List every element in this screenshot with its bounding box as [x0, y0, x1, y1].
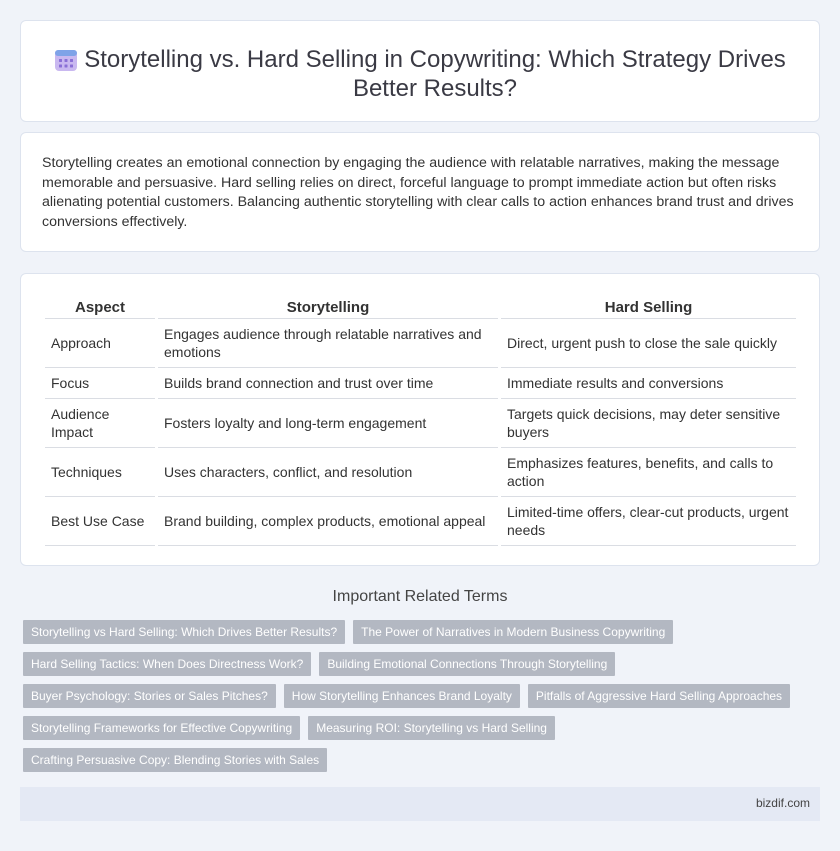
summary-card	[20, 132, 820, 252]
table-row	[45, 497, 796, 546]
table-row	[45, 448, 796, 497]
table-row	[45, 368, 796, 399]
table-cell: Approach	[45, 319, 155, 368]
table-cell: Brand building, complex products, emotional appeal	[158, 497, 498, 546]
comparison-table	[42, 294, 799, 546]
related-terms-heading: Important Related Terms	[332, 588, 508, 605]
summary-text: Storytelling creates an emotional connection by engaging the audience with relatable narratives, making the message memorable and persuasive. Hard selling relies on direct, forceful language to prompt immediate action but often risks alienating potential customers. Balancing authentic storytelling with clear calls to action enhances brand trust and drives conversions effectively.	[42, 155, 794, 230]
table-cell: Best Use Case	[45, 497, 155, 546]
table-row	[45, 399, 796, 448]
related-term-link[interactable]: The Power of Narratives in Modern Business Copywriting	[353, 620, 673, 644]
table-cell: Uses characters, conflict, and resolution	[158, 448, 498, 497]
table-row	[45, 319, 796, 368]
table-cell: Direct, urgent push to close the sale quickly	[501, 319, 796, 368]
table-cell: Focus	[45, 368, 155, 399]
table-header-hard-selling: Hard Selling	[501, 294, 796, 319]
related-term-link[interactable]: How Storytelling Enhances Brand Loyalty	[284, 684, 520, 708]
table-cell: Fosters loyalty and long-term engagement	[158, 399, 498, 448]
table-cell: Builds brand connection and trust over time	[158, 368, 498, 399]
table-cell: Targets quick decisions, may deter sensitive buyers	[501, 399, 796, 448]
related-term-link[interactable]: Storytelling Frameworks for Effective Copywriting	[23, 716, 300, 740]
footer-site-link[interactable]: bizdif.com	[755, 796, 810, 810]
table-cell: Techniques	[45, 448, 155, 497]
related-term-link[interactable]: Crafting Persuasive Copy: Blending Stories with Sales	[23, 748, 327, 772]
page-title: Storytelling vs. Hard Selling in Copywriting: Which Strategy Drives Better Results?	[84, 46, 786, 102]
comparison-table-card	[20, 273, 820, 566]
footer	[20, 787, 820, 821]
related-term-link[interactable]: Buyer Psychology: Stories or Sales Pitches?	[23, 684, 276, 708]
table-cell: Emphasizes features, benefits, and calls to action	[501, 448, 796, 497]
table-cell: Engages audience through relatable narratives and emotions	[158, 319, 498, 368]
table-header-aspect: Aspect	[45, 294, 155, 319]
table-cell: Audience Impact	[45, 399, 155, 448]
table-cell: Immediate results and conversions	[501, 368, 796, 399]
table-header-storytelling: Storytelling	[158, 294, 498, 319]
title-card	[20, 20, 820, 122]
related-term-link[interactable]: Building Emotional Connections Through Storytelling	[319, 652, 615, 676]
table-cell: Limited-time offers, clear-cut products, urgent needs	[501, 497, 796, 546]
related-term-link[interactable]: Hard Selling Tactics: When Does Directness Work?	[23, 652, 311, 676]
related-term-link[interactable]: Pitfalls of Aggressive Hard Selling Approaches	[528, 684, 790, 708]
related-terms-list	[23, 620, 813, 780]
related-term-link[interactable]: Storytelling vs Hard Selling: Which Drives Better Results?	[23, 620, 345, 644]
related-term-link[interactable]: Measuring ROI: Storytelling vs Hard Selling	[308, 716, 555, 740]
